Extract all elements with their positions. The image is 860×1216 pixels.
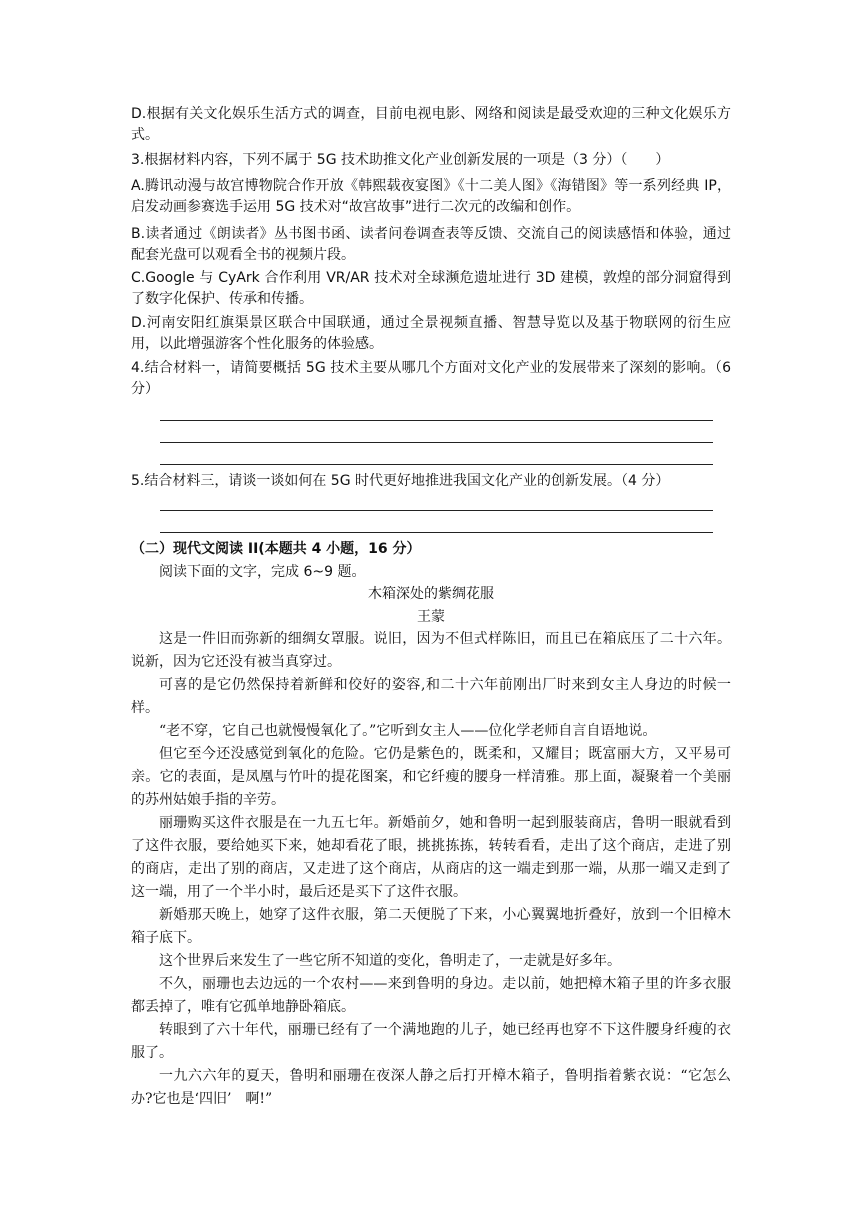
q4-answer-line-2[interactable] [160,442,713,443]
story-paragraph: 可喜的是它仍然保持着新鲜和佼好的姿容,和二十六年前刚出厂时来到女主人身边的时候一样。 [131,677,731,716]
story-paragraph: “老不穿，它自己也就慢慢氧化了。”它听到女主人——位化学老师自言自语地说。 [159,723,657,739]
q2-option-d: D.根据有关文化娱乐生活方式的调查，目前电视电影、网络和阅读是最受欢迎的三种文化娱乐方式。 [131,106,731,143]
story-paragraph: 这个世界后来发生了一些它所不知道的变化，鲁明走了，一走就是好多年。 [159,953,621,969]
story-paragraph: 转眼到了六十年代，丽珊已经有了一个满地跑的儿子，她已经再也穿不下这件腰身纤瘦的衣服了。 [131,1022,731,1061]
q4-answer-line-1[interactable] [160,420,713,421]
section-heading: （二）现代文阅读 II(本题共 4 小题，16 分） [131,541,421,557]
story-paragraph: 但它至今还没感觉到氧化的危险。它仍是紫色的，既柔和，又耀目；既富丽大方，又平易可亲。它的表面，是凤凰与竹叶的提花图案，和它纤瘦的腰身一样清雅。那上面，凝聚着一个美丽的苏州姑娘手指的辛劳。 [131,746,731,808]
q3-stem: 3.根据材料内容，下列不属于 5G 技术助推文化产业创新发展的一项是（3 分）（ ） [131,152,670,168]
q3-option-a: A.腾讯动漫与故宫博物院合作开放《韩熙载夜宴图》《十二美人图》《海错图》等一系列经典 IP，启发动画参赛选手运用 5G 技术对“故宫故事”进行二次元的改编和创作。 [131,178,731,215]
story-paragraph: 新婚那天晚上，她穿了这件衣服，第二天便脱了下来，小心翼翼地折叠好，放到一个旧樟木箱子底下。 [131,907,731,946]
story-paragraph: 丽珊购买这件衣服是在一九五七年。新婚前夕，她和鲁明一起到服装商店，鲁明一眼就看到了这件衣服，要给她买下来，她却看花了眼，挑挑拣拣，转转看看，走出了这个商店，走进了别的商店，走出了别的商店，又走进了这个商店，从商店的这一端走到那一端，从那一端又走到了这一端，用了一个半小时，最后还是买下了这件衣服。 [131,815,731,900]
story-paragraph: 这是一件旧而弥新的细绸女罩服。说旧，因为不但式样陈旧，而且已在箱底压了二十六年。说新，因为它还没有被当真穿过。 [131,631,731,670]
q3-option-c: C.Google 与 CyArk 合作利用 VR/AR 技术对全球濒危遗址进行 3D 建模，敦煌的部分洞窟得到了数字化保护、传承和传播。 [131,270,731,307]
q5-answer-line-1[interactable] [160,510,713,511]
q4-stem: 4.结合材料一，请简要概括 5G 技术主要从哪几个方面对文化产业的发展带来了深刻的影响。（6 分） [131,360,731,397]
story-title: 木箱深处的紫绸花服 [368,586,494,602]
story-author: 王蒙 [417,609,445,625]
story-paragraph: 一九六六年的夏天，鲁明和丽珊在夜深人静之后打开樟木箱子，鲁明指着紫衣说：“它怎么办?它也是‘四旧’ 啊!” [131,1068,731,1107]
q4-answer-line-3[interactable] [160,464,713,465]
q5-answer-line-2[interactable] [160,532,713,533]
q5-stem: 5.结合材料三，请谈一谈如何在 5G 时代更好地推进我国文化产业的创新发展。（4 分） [131,473,670,489]
q3-option-d: D.河南安阳红旗渠景区联合中国联通，通过全景视频直播、智慧导览以及基于物联网的衍生应用，以此增强游客个性化服务的体验感。 [131,315,731,352]
story-paragraph: 不久，丽珊也去边远的一个农村——来到鲁明的身边。走以前，她把樟木箱子里的许多衣服都丢掉了，唯有它孤单地静卧箱底。 [131,976,731,1015]
section-instruction: 阅读下面的文字，完成 6~9 题。 [159,564,366,580]
q3-option-b: B.读者通过《朗读者》丛书图书函、读者问卷调查表等反馈、交流自己的阅读感悟和体验，通过配套光盘可以观看全书的视频片段。 [131,226,731,263]
